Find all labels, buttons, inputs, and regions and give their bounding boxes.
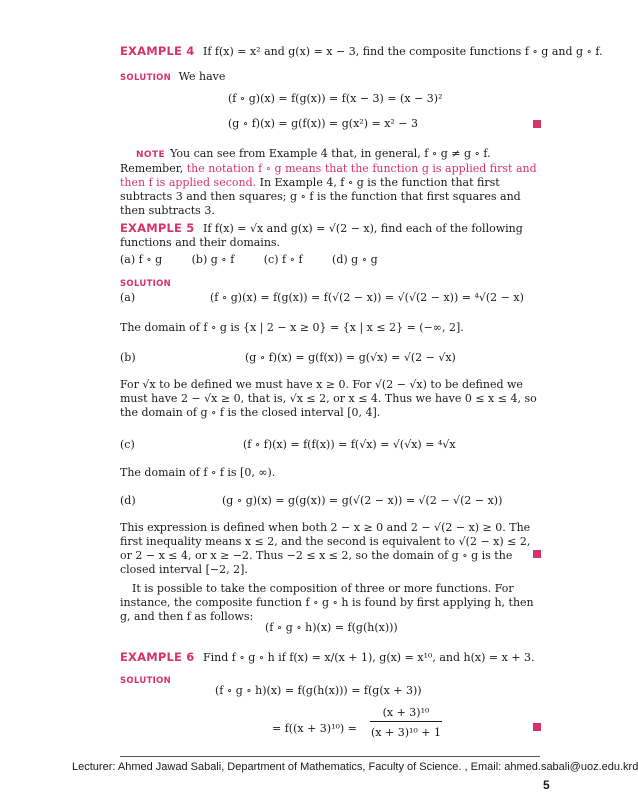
solution-5b-domain: For √x to be defined we must have x ≥ 0. For √(2 − √x) to be defined we must have 2 − √x ≥ 0, that is, √x ≤ 2, or x ≤ 4. Thus we have 0 ≤ x ≤ 4, so the domain of g ∘ f is the closed interval [0, 4]. <box>120 378 537 419</box>
solution-6-fraction-denominator: (x + 3)¹⁰ + 1 <box>370 726 442 739</box>
solution-5a-equation: (f ∘ g)(x) = f(g(x)) = f(√(2 − x)) = √(√(2 − x)) = ⁴√(2 − x) <box>210 291 524 304</box>
example-4-label: EXAMPLE 4 <box>120 44 195 58</box>
footer-text: Lecturer: Ahmed Jawad Sabali, Department of Mathematics, Faculty of Science. , Email: ahmed.sabali@uoz.edu.krd <box>72 761 638 773</box>
note-text-1: You can see from Example 4 that, in general, f ∘ g ≠ g ∘ f. Remember, <box>120 147 491 175</box>
note-text-2: In Example 4, f ∘ g is the function that first subtracts 3 and then squares; g ∘ f is the function that first squares and then subtracts 3. <box>120 176 521 217</box>
composition-equation: (f ∘ g ∘ h)(x) = f(g(h(x))) <box>265 621 398 634</box>
solution-4-equation-1: (f ∘ g)(x) = f(g(x)) = f(x − 3) = (x − 3)² <box>228 92 443 105</box>
footer-rule <box>120 756 540 757</box>
solution-5d-equation: (g ∘ g)(x) = g(g(x)) = g(√(2 − x)) = √(2 − √(2 − x)) <box>222 494 503 507</box>
solution-5b-equation: (g ∘ f)(x) = g(f(x)) = g(√x) = √(2 − √x) <box>245 351 456 364</box>
solution-6-label: SOLUTION <box>120 676 172 686</box>
note-label: NOTE <box>136 150 166 160</box>
note-paragraph <box>120 147 540 218</box>
end-of-proof-marker <box>533 723 541 731</box>
example-5-parts <box>120 253 378 267</box>
end-of-proof-marker <box>533 550 541 558</box>
example-5-part-b: (b) g ∘ f <box>191 253 235 266</box>
solution-5a-tag: (a) <box>120 291 136 304</box>
solution-5d-domain: This expression is defined when both 2 − x ≥ 0 and 2 − √(2 − x) ≥ 0. The first inequality means x ≤ 2, and the second is equivalent to √(2 − x) ≤ 2, or 2 − x ≤ 4, or x ≥ −2. Thus −2 ≤ x ≤ 2, so the domain of g ∘ g is the closed interval [−2, 2]. <box>120 521 531 576</box>
solution-4-equation-2: (g ∘ f)(x) = g(f(x)) = g(x²) = x² − 3 <box>228 117 419 130</box>
example-5-text: If f(x) = √x and g(x) = √(2 − x), find each of the following functions and their domains. <box>120 222 523 249</box>
solution-5a-domain: The domain of f ∘ g is {x | 2 − x ≥ 0} = {x | x ≤ 2} = (−∞, 2]. <box>120 321 464 334</box>
solution-4-text: We have <box>178 70 226 83</box>
solution-5c-tag: (c) <box>120 438 135 451</box>
example-5 <box>120 221 540 250</box>
solution-5c-equation: (f ∘ f)(x) = f(f(x)) = f(√x) = √(√x) = ⁴√x <box>243 438 456 451</box>
example-6-label: EXAMPLE 6 <box>120 650 195 664</box>
example-4-text: If f(x) = x² and g(x) = x − 3, find the composite functions f ∘ g and g ∘ f. <box>202 45 603 58</box>
solution-5-label: SOLUTION <box>120 279 172 289</box>
example-5-part-d: (d) g ∘ g <box>332 253 378 266</box>
solution-6-equation-1: (f ∘ g ∘ h)(x) = f(g(h(x))) = f(g(x + 3)) <box>215 684 422 697</box>
example-4 <box>120 44 603 59</box>
example-5-part-c: (c) f ∘ f <box>263 253 303 266</box>
solution-6-equation-2-left: = f((x + 3)¹⁰) = <box>272 722 357 735</box>
solution-4 <box>120 70 225 85</box>
example-5-label: EXAMPLE 5 <box>120 221 195 235</box>
solution-5c-domain: The domain of f ∘ f is [0, ∞). <box>120 466 276 479</box>
solution-5d-tag: (d) <box>120 494 136 507</box>
note-highlight: the notation f ∘ g means that the function g is applied first and then f is applied second. <box>120 162 537 189</box>
page-number: 5 <box>543 778 550 792</box>
fraction-bar <box>370 721 442 722</box>
example-5-part-a: (a) f ∘ g <box>120 253 163 266</box>
solution-5b-tag: (b) <box>120 351 136 364</box>
example-6 <box>120 650 535 665</box>
example-6-text: Find f ∘ g ∘ h if f(x) = x/(x + 1), g(x) = x¹⁰, and h(x) = x + 3. <box>202 651 535 664</box>
solution-6-fraction-numerator: (x + 3)¹⁰ <box>382 706 430 719</box>
end-of-proof-marker <box>533 120 541 128</box>
composition-paragraph: It is possible to take the composition of three or more functions. For instance, the composite function f ∘ g ∘ h is found by first applying h, then g, and then f as follows: <box>120 582 534 623</box>
solution-4-label: SOLUTION <box>120 73 172 83</box>
